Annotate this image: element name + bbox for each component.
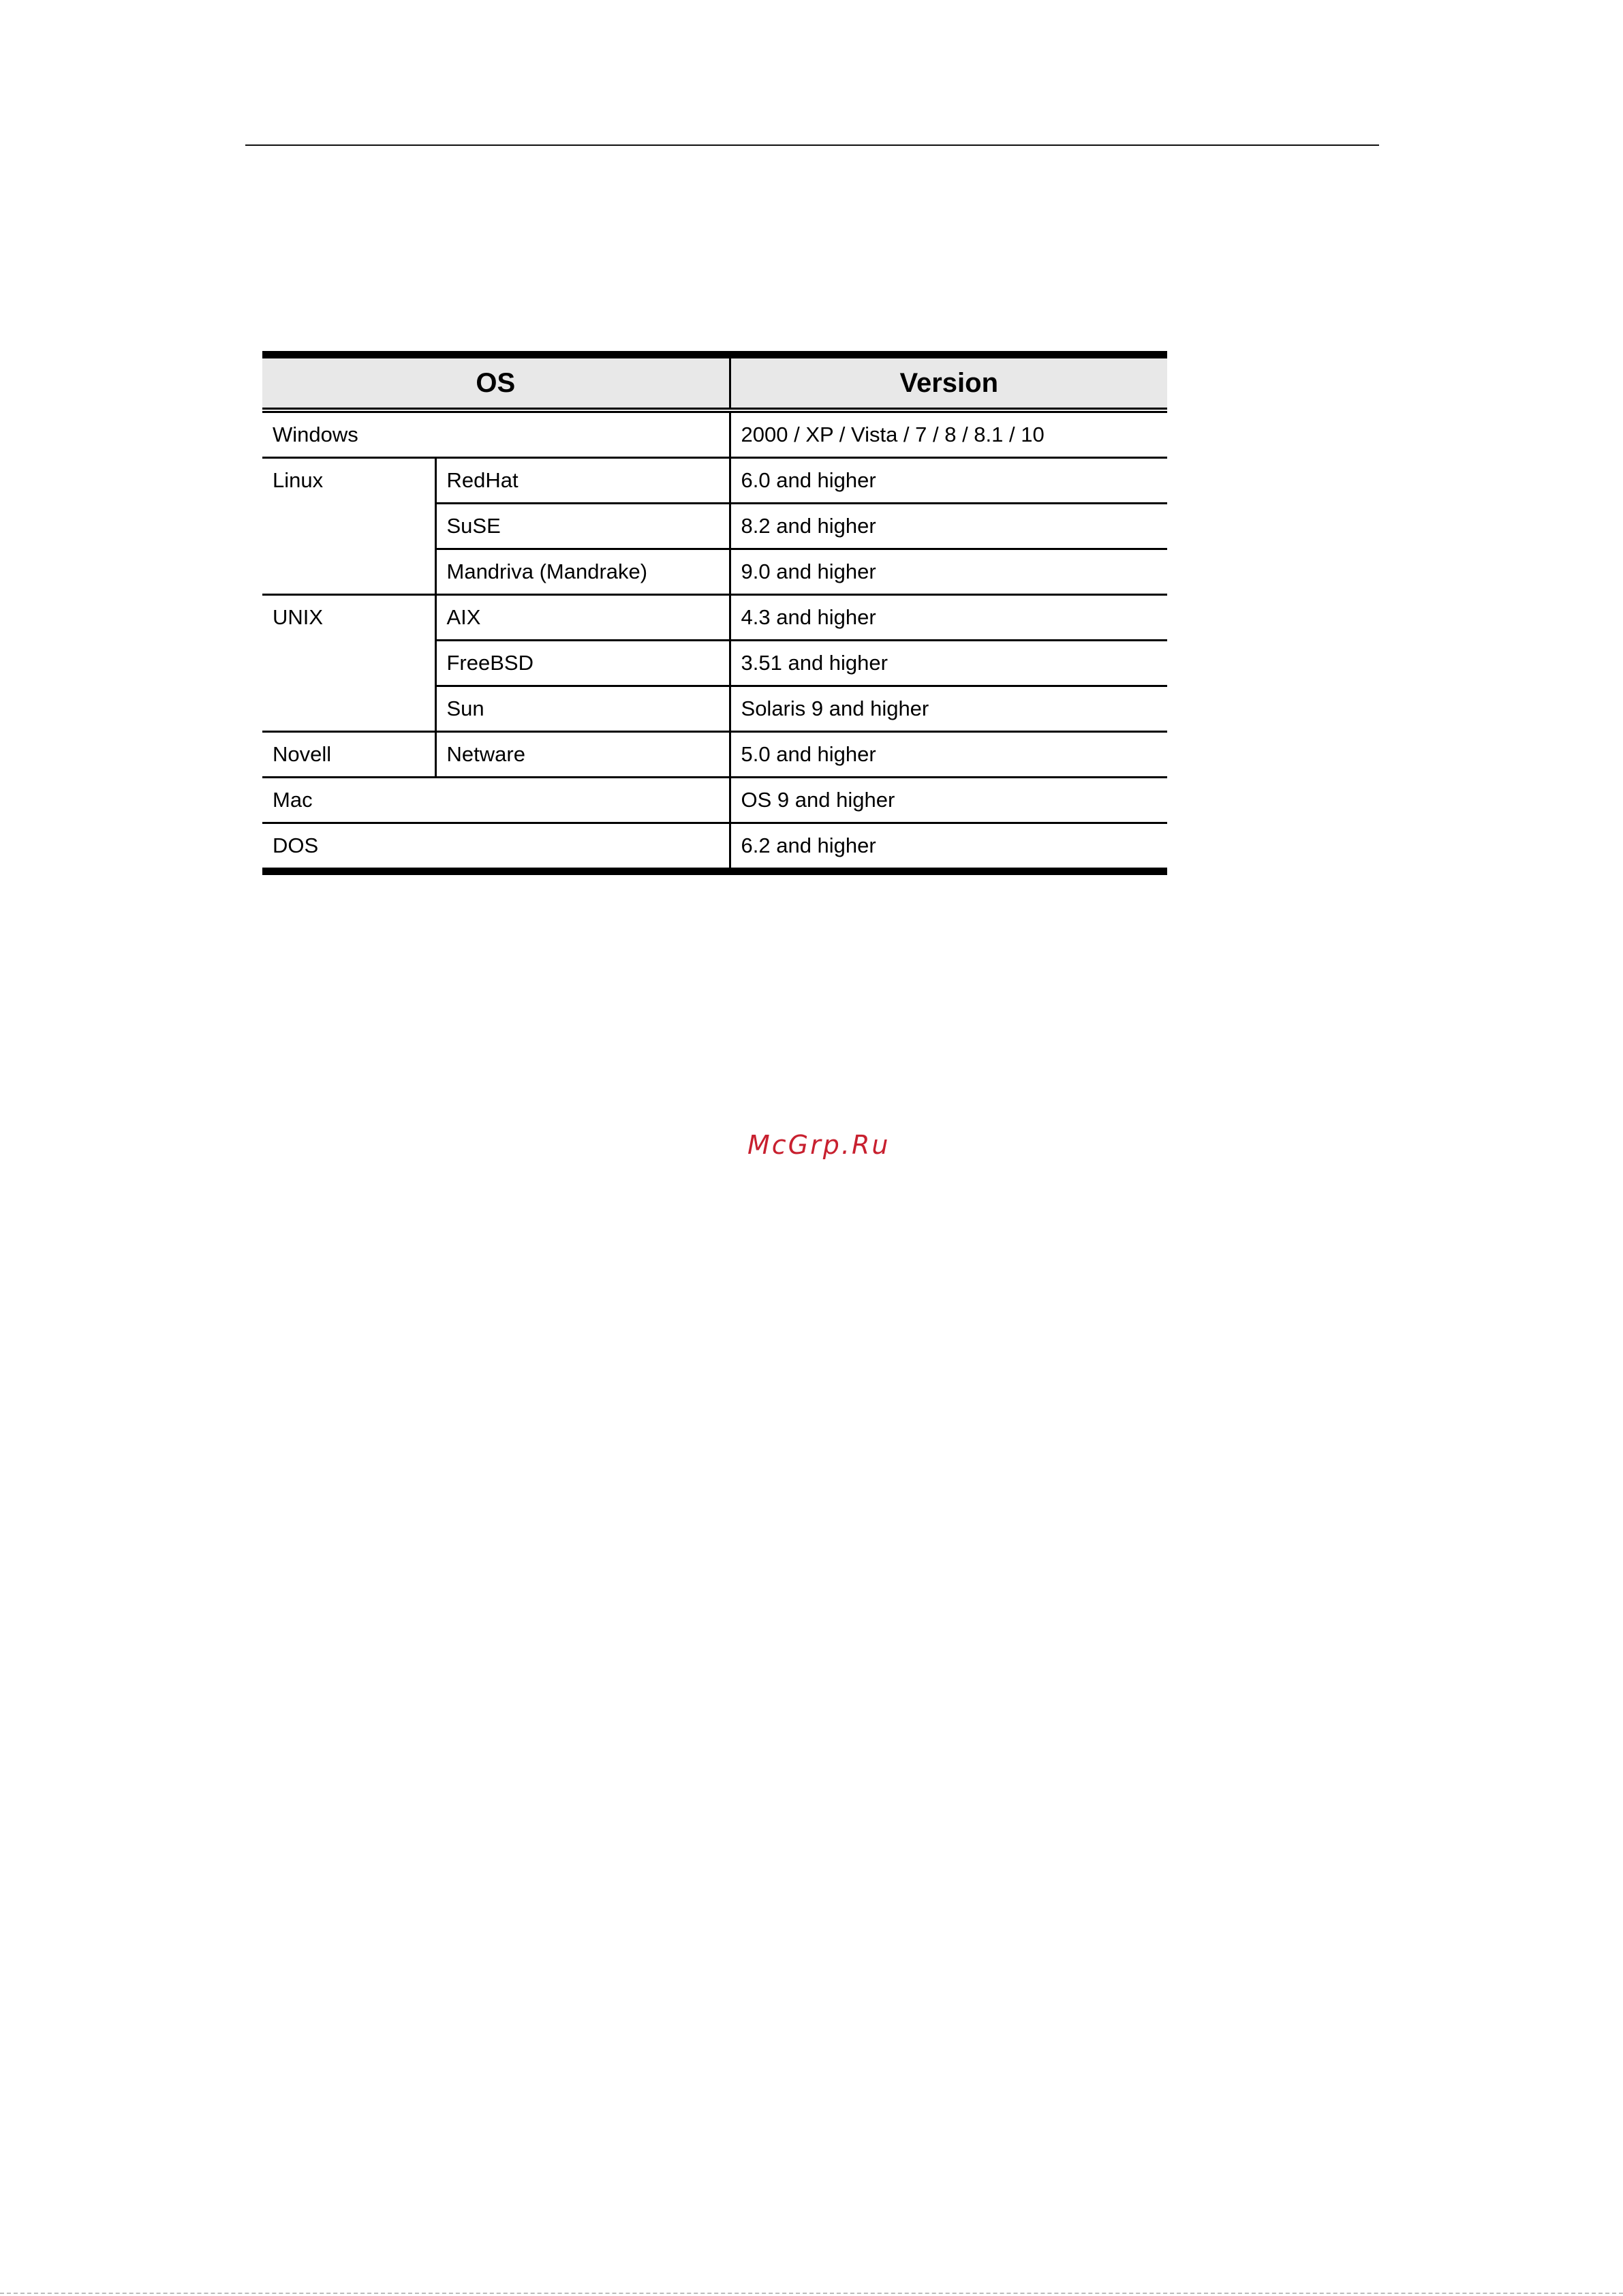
table-row [262,458,1167,504]
version-cell: 9.0 and higher [730,549,1167,595]
variant-cell: RedHat [435,458,730,504]
version-cell: 5.0 and higher [730,732,1167,778]
os-cell: Novell [262,732,435,778]
os-support-table [262,351,1167,875]
variant-cell: FreeBSD [435,641,730,686]
os-cell: DOS [262,823,730,872]
os-cell: UNIX [262,595,435,732]
version-cell: OS 9 and higher [730,778,1167,823]
header-version: Version [730,355,1167,411]
variant-cell: Sun [435,686,730,732]
table-row [262,595,1167,641]
version-cell: 4.3 and higher [730,595,1167,641]
version-cell: 6.2 and higher [741,833,876,857]
table-row [262,778,1167,823]
header-rule [245,144,1379,146]
variant-cell: SuSE [435,504,730,549]
version-cell: 8.2 and higher [730,504,1167,549]
os-cell: Windows [262,410,730,458]
variant-cell: Netware [435,732,730,778]
header-os: OS [262,355,730,411]
variant-cell: AIX [435,595,730,641]
version-cell: 3.51 and higher [730,641,1167,686]
watermark-text: McGrp.Ru [747,1130,891,1160]
variant-cell: Mandriva (Mandrake) [435,549,730,595]
version-cell: 6.0 and higher [730,458,1167,504]
table-row [262,823,1167,872]
os-cell: Mac [262,778,730,823]
table-row [262,732,1167,778]
bottom-edge-line [0,2293,1623,2294]
table-header-row [262,355,1167,411]
os-cell: Linux [262,458,435,595]
table-row [262,410,1167,458]
version-cell: Solaris 9 and higher [730,686,1167,732]
version-cell: 2000 / XP / Vista / 7 / 8 / 8.1 / 10 [730,410,1167,458]
